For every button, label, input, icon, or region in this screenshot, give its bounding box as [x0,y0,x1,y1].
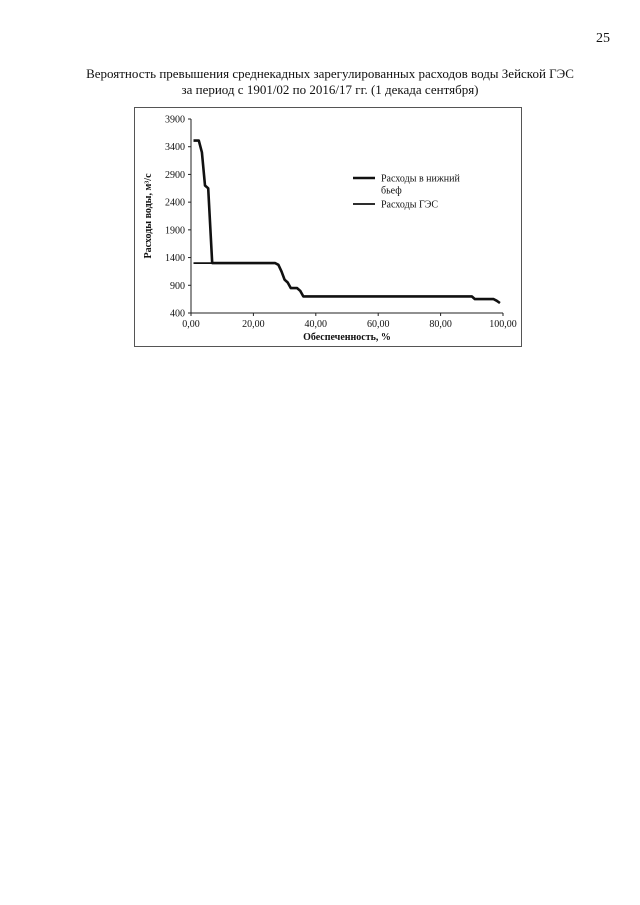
x-tick-label: 20,00 [242,319,265,330]
chart-title-line-1: Вероятность превышения среднекадных зарегулированных расходов воды Зейской ГЭС [86,66,574,81]
y-tick-label: 1400 [165,253,185,265]
x-tick-label: 60,00 [366,319,390,330]
y-tick-label: 2400 [165,197,185,209]
legend-label-line: бьеф [381,185,402,197]
chart-title [40,66,620,98]
x-axis-label: Обеспеченность, % [303,332,391,343]
axes [188,119,503,316]
x-tick-label: 0,00 [182,319,200,330]
chart-frame [134,107,522,347]
y-tick-label: 2900 [165,169,185,181]
chart-title-line-2: за период с 1901/02 по 2016/17 гг. (1 декада сентября) [181,82,479,97]
y-tick-label: 3900 [165,114,185,126]
x-tick-label: 80,00 [429,319,452,330]
legend-label-line: Расходы в нижний [381,173,460,185]
y-tick-label: 1900 [165,225,185,237]
x-tick-label: 40,00 [304,319,328,330]
legend [353,174,460,211]
legend-label: Расходы ГЭС [381,199,438,211]
y-tick-label: 400 [170,308,185,320]
chart [135,108,523,348]
y-tick-label: 900 [170,280,185,292]
y-axis-label: Расходы воды, м³/с [143,173,154,259]
legend-label [381,174,460,197]
series-line-1 [194,141,500,303]
series-lines [194,141,500,303]
page-number: 25 [596,31,610,46]
series-line-2 [194,263,500,303]
y-tick-label: 3400 [165,142,185,154]
x-tick-label: 100,00 [489,319,517,330]
